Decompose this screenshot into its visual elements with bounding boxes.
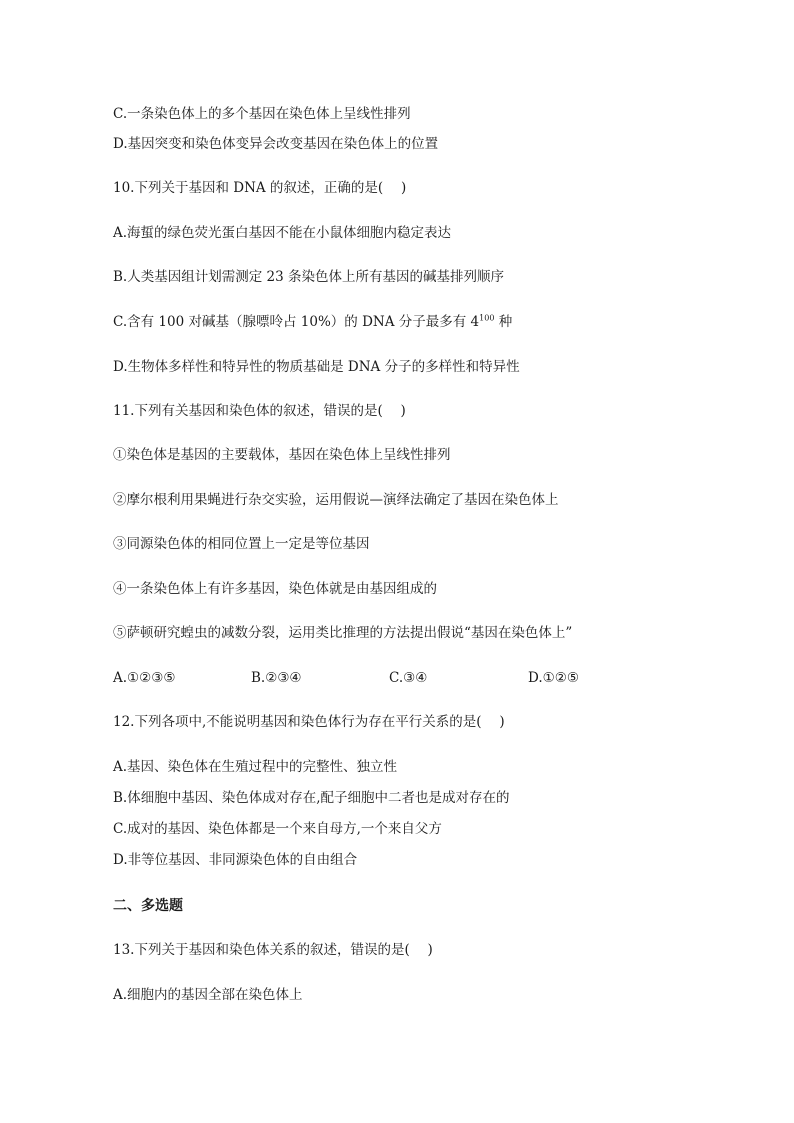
q11-stem: 11.下列有关基因和染色体的叙述，错误的是( ) <box>113 403 406 419</box>
q12-option-b: B.体细胞中基因、染色体成对存在,配子细胞中二者也是成对存在的 <box>113 790 510 806</box>
q10-option-c-text: C.含有 100 对碱基（腺嘌呤占 10%）的 DNA 分子最多有 4 <box>113 314 480 330</box>
q11-statement-3: ③同源染色体的相同位置上一定是等位基因 <box>113 536 370 552</box>
q11-option-b: B.②③④ <box>251 670 302 686</box>
q10-option-d: D.生物体多样性和特异性的物质基础是 DNA 分子的多样性和特异性 <box>113 359 520 375</box>
q11-statement-2: ②摩尔根利用果蝇进行杂交实验，运用假说—演绎法确定了基因在染色体上 <box>113 492 559 508</box>
q11-statement-4: ④一条染色体上有许多基因，染色体就是由基因组成的 <box>113 581 437 597</box>
q10-option-c-tail: 种 <box>494 314 513 330</box>
q10-stem: 10.下列关于基因和 DNA 的叙述，正确的是( ) <box>113 180 407 196</box>
q11-option-a: A.①②③⑤ <box>113 670 176 686</box>
q12-option-c: C.成对的基因、染色体都是一个来自母方,一个来自父方 <box>113 821 442 837</box>
q9-option-d: D.基因突变和染色体变异会改变基因在染色体上的位置 <box>113 136 439 152</box>
section-heading: 二、多选题 <box>113 898 183 914</box>
q11-option-d: D.①②⑤ <box>528 670 579 686</box>
q11-statement-1: ①染色体是基因的主要载体，基因在染色体上呈线性排列 <box>113 447 451 463</box>
q12-option-a: A.基因、染色体在生殖过程中的完整性、独立性 <box>113 759 398 775</box>
q11-option-c: C.③④ <box>389 670 428 686</box>
q10-option-a: A.海蜇的绿色荧光蛋白基因不能在小鼠体细胞内稳定表达 <box>113 225 452 241</box>
q9-option-c: C.一条染色体上的多个基因在染色体上呈线性排列 <box>113 106 411 122</box>
q10-option-c-exponent: 100 <box>479 313 495 323</box>
q10-option-b: B.人类基因组计划需测定 23 条染色体上所有基因的碱基排列顺序 <box>113 269 504 285</box>
q10-option-c <box>113 313 512 331</box>
q12-stem: 12.下列各项中,不能说明基因和染色体行为存在平行关系的是( ) <box>113 714 505 730</box>
q12-option-d: D.非等位基因、非同源染色体的自由组合 <box>113 852 358 868</box>
q11-statement-5: ⑤萨顿研究蝗虫的减数分裂，运用类比推理的方法提出假说“基因在染色体上” <box>113 625 573 641</box>
q13-option-a: A.细胞内的基因全部在染色体上 <box>113 987 303 1003</box>
q13-stem: 13.下列关于基因和染色体关系的叙述，错误的是( ) <box>113 942 433 958</box>
